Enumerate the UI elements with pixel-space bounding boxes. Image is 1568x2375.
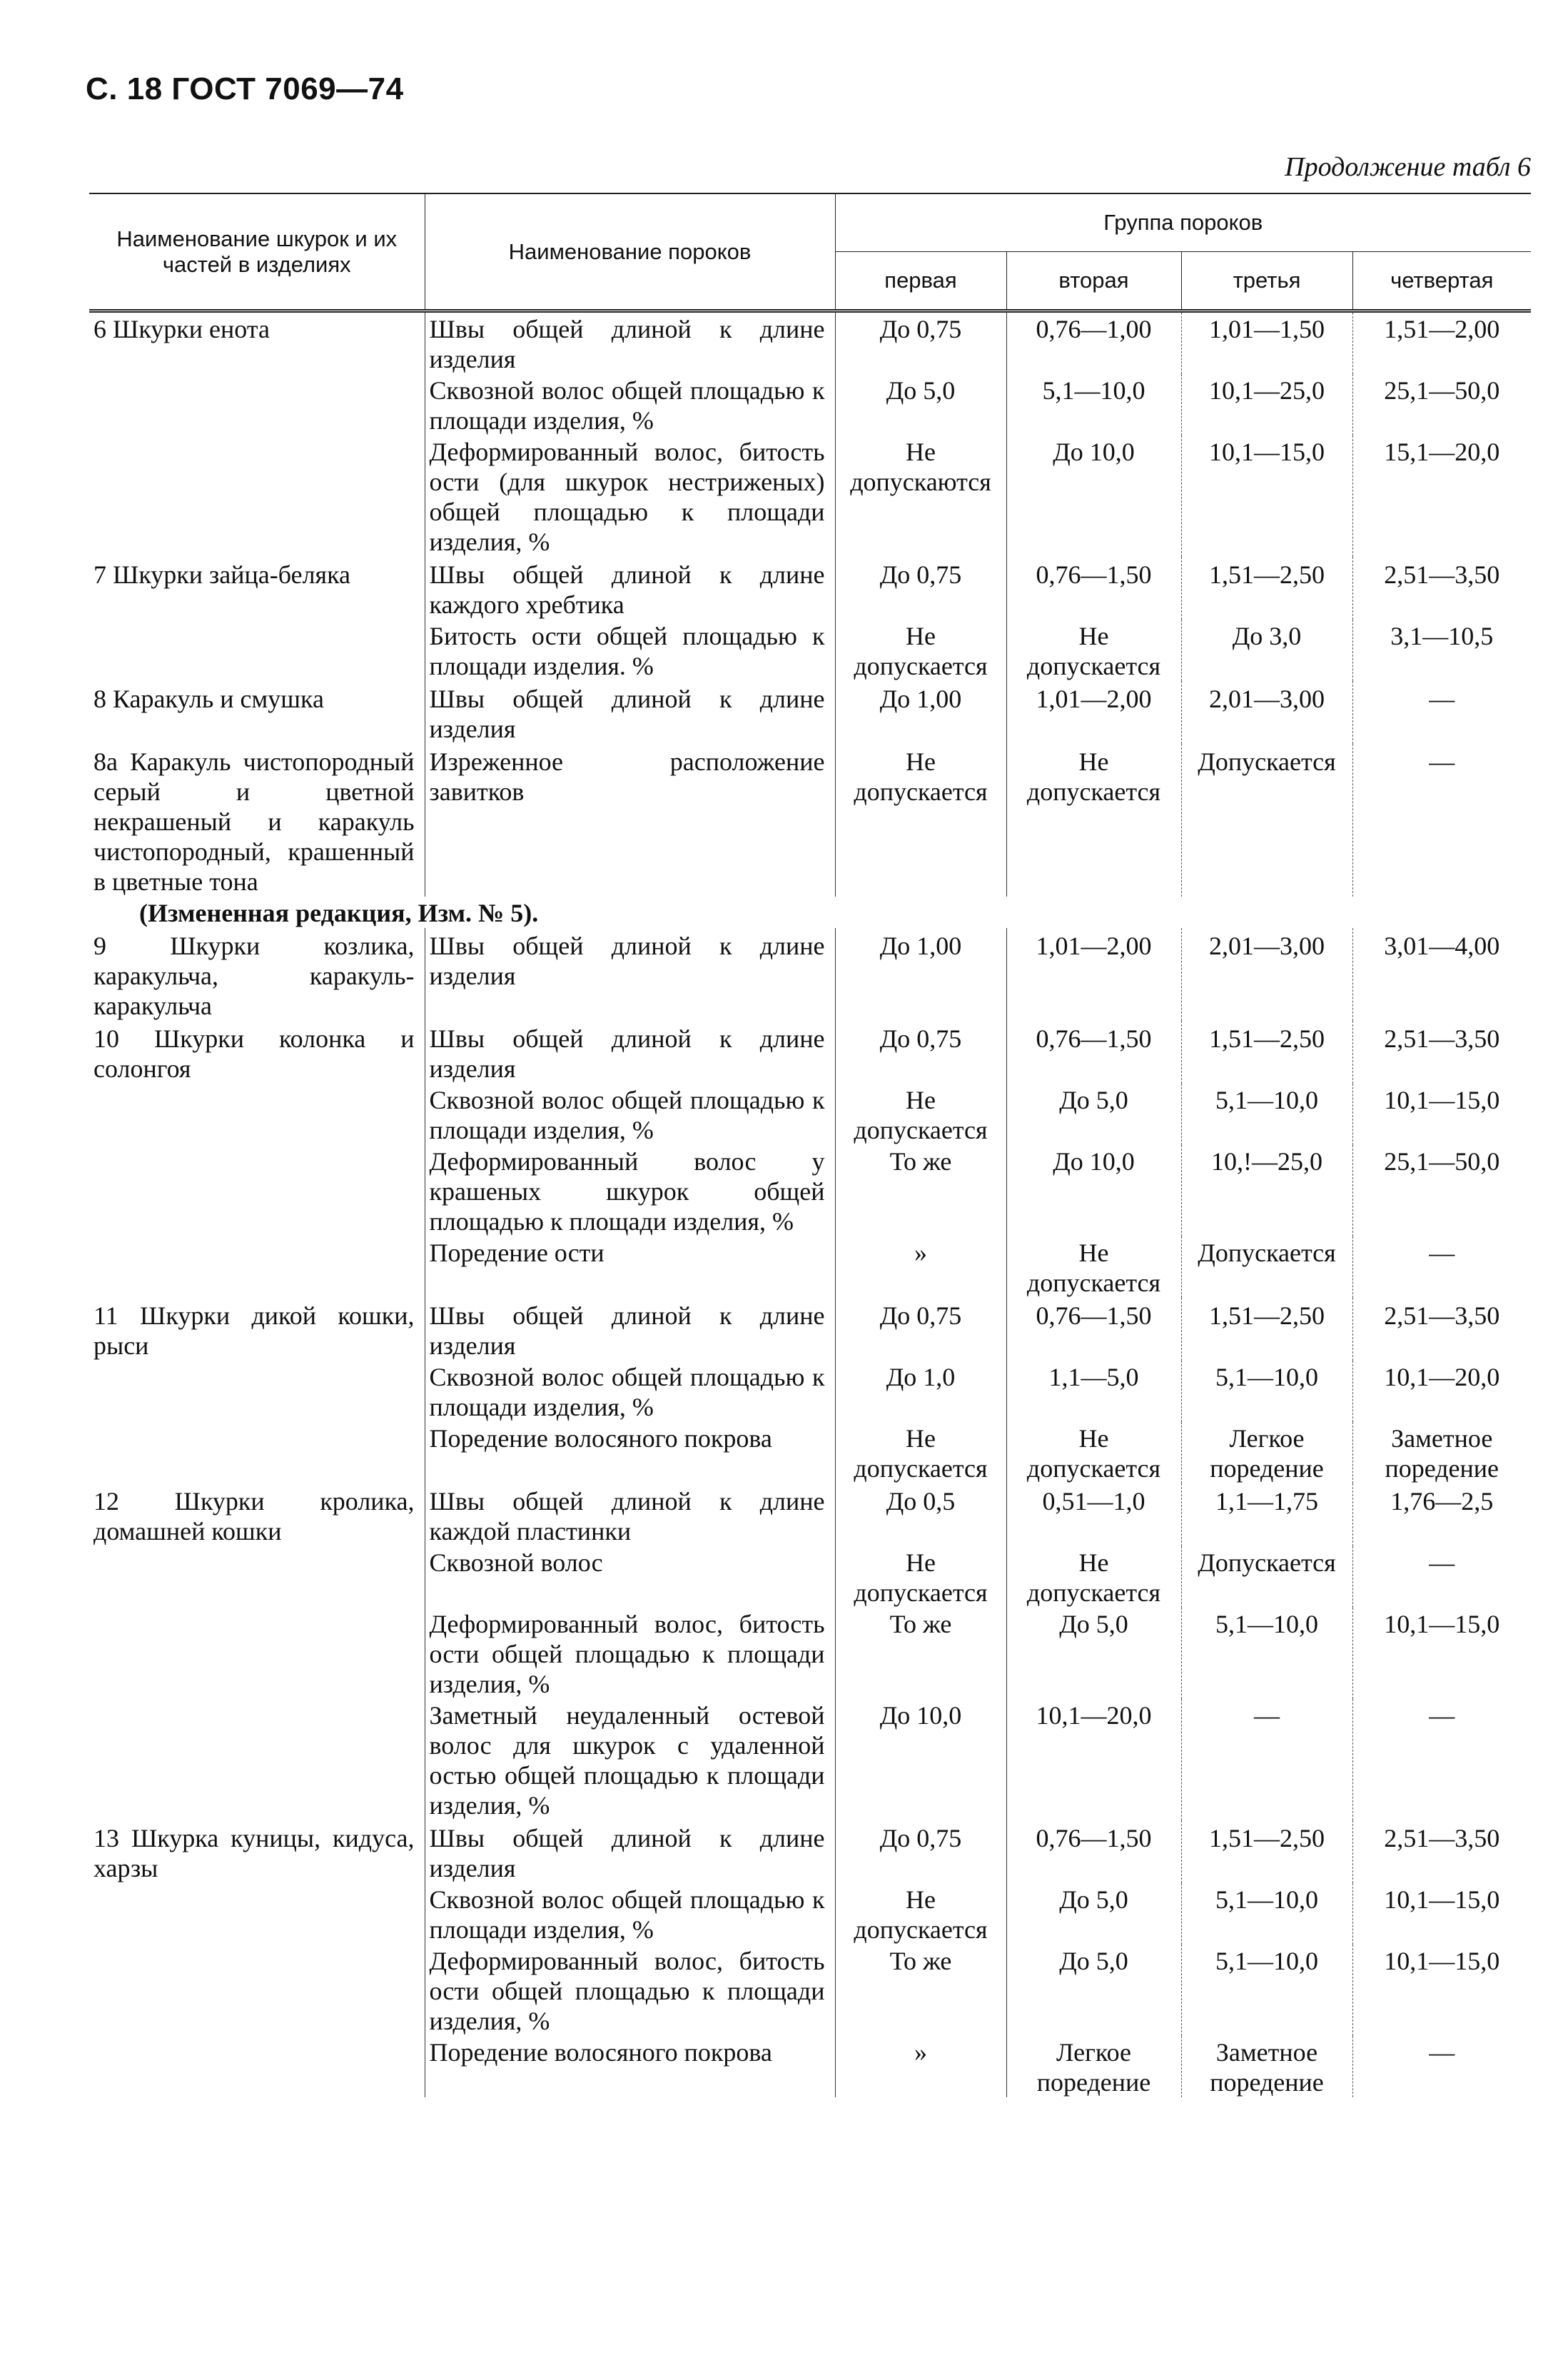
- defect-name-cell: Деформированный волос, битость ости общей площадью к площади изделия, %: [425, 1608, 835, 1699]
- group-third-cell: 1,51—2,50: [1181, 1021, 1352, 1084]
- item-name-cell: 13 Шкурка куницы, кидуса, харзы: [93, 1824, 415, 1882]
- table-row: [89, 1422, 1531, 1483]
- group-first-cell: До 0,75: [835, 1820, 1006, 1883]
- group-fourth-cell: 10,1—15,0: [1352, 1084, 1531, 1145]
- group-second-cell: Не допускается: [1006, 1546, 1181, 1608]
- table-row: [89, 311, 1531, 375]
- table-row: [89, 435, 1531, 557]
- group-second-cell: До 5,0: [1006, 1084, 1181, 1145]
- group-second-cell: До 5,0: [1006, 1945, 1181, 2036]
- group-second-cell: 10,1—20,0: [1006, 1699, 1181, 1820]
- table-row: [89, 1084, 1531, 1145]
- group-fourth-cell: —: [1352, 1236, 1531, 1298]
- table-body: [89, 311, 1531, 2098]
- group-third-cell: Заметное поредение: [1181, 2036, 1352, 2097]
- item-name-cell: 12 Шкурки кролика, домашней кошки: [93, 1487, 415, 1545]
- defect-name-cell: Швы общей длиной к длине каждого хребтика: [425, 557, 835, 620]
- header-defect-group: Группа пороков: [835, 193, 1531, 252]
- table-continuation-label: Продолжение табл 6: [1285, 152, 1531, 182]
- item-name-cell: 7 Шкурки зайца-беляка: [93, 560, 351, 589]
- group-third-cell: 5,1—10,0: [1181, 1608, 1352, 1699]
- defect-name-cell: Сквозной волос общей площадью к площади изделия, %: [425, 1084, 835, 1145]
- group-first-cell: »: [835, 1236, 1006, 1298]
- item-name-cell: [89, 1883, 425, 1945]
- group-third-cell: 1,1—1,75: [1181, 1483, 1352, 1546]
- table-row: [89, 1699, 1531, 1820]
- group-second-cell: 0,76—1,50: [1006, 557, 1181, 620]
- group-first-cell: До 0,75: [835, 557, 1006, 620]
- item-name-cell: [89, 1084, 425, 1145]
- item-name-cell: [89, 1608, 425, 1699]
- group-third-cell: 1,51—2,50: [1181, 557, 1352, 620]
- group-fourth-cell: 10,1—15,0: [1352, 1608, 1531, 1699]
- table-row: [89, 1945, 1531, 2036]
- item-name-cell: [89, 1546, 425, 1608]
- item-name-cell: 8 Каракуль и смушка: [93, 685, 324, 713]
- item-name-cell: [89, 1361, 425, 1422]
- table-row: [89, 1298, 1531, 1361]
- group-second-cell: Не допускается: [1006, 744, 1181, 897]
- table-row: [89, 1483, 1531, 1546]
- defect-name-cell: Заметный неудаленный остевой волос для шкурок с удаленной остью общей площадью к площади изделия, %: [425, 1699, 835, 1820]
- group-second-cell: Легкое поредение: [1006, 2036, 1181, 2097]
- group-fourth-cell: Заметное поредение: [1352, 1422, 1531, 1483]
- defect-name-cell: Сквозной волос общей площадью к площади изделия, %: [425, 1361, 835, 1422]
- group-third-cell: 5,1—10,0: [1181, 1361, 1352, 1422]
- group-third-cell: 10,!—25,0: [1181, 1145, 1352, 1236]
- group-first-cell: До 1,00: [835, 681, 1006, 744]
- group-third-cell: 1,51—2,50: [1181, 1820, 1352, 1883]
- group-fourth-cell: —: [1352, 1699, 1531, 1820]
- defect-name-cell: Деформированный волос, битость ости (для шкурок нестриженых) общей площадью к площади изделия, %: [425, 435, 835, 557]
- defects-table: [89, 193, 1531, 2097]
- group-fourth-cell: 10,1—15,0: [1352, 1945, 1531, 2036]
- group-first-cell: До 1,0: [835, 1361, 1006, 1422]
- item-name-cell: 10 Шкурки колонка и солонгоя: [93, 1024, 415, 1083]
- group-second-cell: Не допускается: [1006, 1236, 1181, 1298]
- table-row: [89, 620, 1531, 681]
- item-name-cell: [89, 1422, 425, 1483]
- group-fourth-cell: 15,1—20,0: [1352, 435, 1531, 557]
- defect-name-cell: Швы общей длиной к длине изделия: [425, 681, 835, 744]
- table-row: [89, 557, 1531, 620]
- group-first-cell: До 0,75: [835, 311, 1006, 375]
- defect-name-cell: Сквозной волос общей площадью к площади изделия, %: [425, 374, 835, 435]
- defect-name-cell: Сквозной волос: [425, 1546, 835, 1608]
- group-third-cell: 2,01—3,00: [1181, 681, 1352, 744]
- group-second-cell: 0,76—1,00: [1006, 311, 1181, 375]
- group-second-cell: 5,1—10,0: [1006, 374, 1181, 435]
- group-fourth-cell: 2,51—3,50: [1352, 1298, 1531, 1361]
- group-second-cell: Не допускается: [1006, 620, 1181, 681]
- group-third-cell: 1,51—2,50: [1181, 1298, 1352, 1361]
- item-name-cell: [89, 435, 425, 557]
- defect-name-cell: Поредение волосяного покрова: [425, 2036, 835, 2097]
- defect-name-cell: Сквозной волос общей площадью к площади изделия, %: [425, 1883, 835, 1945]
- group-second-cell: 0,76—1,50: [1006, 1820, 1181, 1883]
- defect-name-cell: Деформированный волос у крашеных шкурок общей площадью к площади изделия, %: [425, 1145, 835, 1236]
- group-third-cell: 2,01—3,00: [1181, 928, 1352, 1021]
- header-defect-name: Наименование пороков: [425, 193, 835, 311]
- group-first-cell: Не допускается: [835, 1084, 1006, 1145]
- table-row: [89, 1546, 1531, 1608]
- item-name-cell: [89, 1236, 425, 1298]
- group-second-cell: 1,01—2,00: [1006, 681, 1181, 744]
- group-fourth-cell: —: [1352, 681, 1531, 744]
- table-row: [89, 1145, 1531, 1236]
- group-first-cell: До 5,0: [835, 374, 1006, 435]
- group-fourth-cell: 1,76—2,5: [1352, 1483, 1531, 1546]
- group-second-cell: 0,51—1,0: [1006, 1483, 1181, 1546]
- item-name-cell: 11 Шкурки дикой кошки, рыси: [93, 1301, 415, 1360]
- group-fourth-cell: 2,51—3,50: [1352, 1820, 1531, 1883]
- group-first-cell: »: [835, 2036, 1006, 2097]
- table-row: [89, 1820, 1531, 1883]
- table-row: [89, 1236, 1531, 1298]
- group-second-cell: 0,76—1,50: [1006, 1298, 1181, 1361]
- header-group-fourth: четвертая: [1352, 252, 1531, 311]
- group-second-cell: До 5,0: [1006, 1883, 1181, 1945]
- page-title: С. 18 ГОСТ 7069—74: [86, 71, 404, 106]
- group-third-cell: До 3,0: [1181, 620, 1352, 681]
- defect-name-cell: Изреженное расположение завитков: [425, 744, 835, 897]
- item-name-cell: 6 Шкурки енота: [93, 315, 270, 343]
- group-fourth-cell: 10,1—20,0: [1352, 1361, 1531, 1422]
- group-fourth-cell: 2,51—3,50: [1352, 557, 1531, 620]
- group-fourth-cell: 1,51—2,00: [1352, 311, 1531, 375]
- table-row: [89, 928, 1531, 1021]
- table-row: [89, 681, 1531, 744]
- group-first-cell: То же: [835, 1945, 1006, 2036]
- group-second-cell: 0,76—1,50: [1006, 1021, 1181, 1084]
- group-third-cell: 1,01—1,50: [1181, 311, 1352, 375]
- defect-name-cell: Поредение ости: [425, 1236, 835, 1298]
- defect-name-cell: Швы общей длиной к длине изделия: [425, 311, 835, 375]
- group-second-cell: 1,1—5,0: [1006, 1361, 1181, 1422]
- group-first-cell: До 10,0: [835, 1699, 1006, 1820]
- group-first-cell: Не допускается: [835, 1422, 1006, 1483]
- amendment-note: (Измененная редакция, Изм. № 5).: [139, 899, 539, 927]
- item-name-cell: [89, 620, 425, 681]
- group-first-cell: Не допускаются: [835, 435, 1006, 557]
- group-first-cell: Не допускается: [835, 744, 1006, 897]
- item-name-cell: [89, 374, 425, 435]
- header-group-third: третья: [1181, 252, 1352, 311]
- group-second-cell: До 5,0: [1006, 1608, 1181, 1699]
- group-third-cell: 10,1—25,0: [1181, 374, 1352, 435]
- group-third-cell: 5,1—10,0: [1181, 1945, 1352, 2036]
- table-row: [89, 1608, 1531, 1699]
- table-row: [89, 1883, 1531, 1945]
- group-first-cell: Не допускается: [835, 1546, 1006, 1608]
- defect-name-cell: Поредение волосяного покрова: [425, 1422, 835, 1483]
- item-name-cell: [89, 1145, 425, 1236]
- group-first-cell: Не допускается: [835, 620, 1006, 681]
- item-name-cell: [89, 1699, 425, 1820]
- group-fourth-cell: 10,1—15,0: [1352, 1883, 1531, 1945]
- group-first-cell: То же: [835, 1145, 1006, 1236]
- group-third-cell: 5,1—10,0: [1181, 1883, 1352, 1945]
- table-row: [89, 1361, 1531, 1422]
- group-first-cell: До 0,75: [835, 1021, 1006, 1084]
- item-name-cell: [89, 2036, 425, 2097]
- group-first-cell: Не допускается: [835, 1883, 1006, 1945]
- group-first-cell: До 1,00: [835, 928, 1006, 1021]
- group-second-cell: До 10,0: [1006, 1145, 1181, 1236]
- item-name-cell: [89, 1945, 425, 2036]
- group-fourth-cell: 3,1—10,5: [1352, 620, 1531, 681]
- group-fourth-cell: 3,01—4,00: [1352, 928, 1531, 1021]
- group-fourth-cell: —: [1352, 1546, 1531, 1608]
- group-third-cell: Легкое поредение: [1181, 1422, 1352, 1483]
- group-third-cell: Допускается: [1181, 744, 1352, 897]
- defect-name-cell: Битость ости общей площадью к площади изделия. %: [425, 620, 835, 681]
- defect-name-cell: Швы общей длиной к длине изделия: [425, 1820, 835, 1883]
- group-first-cell: До 0,5: [835, 1483, 1006, 1546]
- defect-name-cell: Швы общей длиной к длине изделия: [425, 1021, 835, 1084]
- group-third-cell: —: [1181, 1699, 1352, 1820]
- defect-name-cell: Швы общей длиной к длине изделия: [425, 1298, 835, 1361]
- table-row: [89, 1021, 1531, 1084]
- group-third-cell: Допускается: [1181, 1236, 1352, 1298]
- table-row: [89, 744, 1531, 897]
- group-third-cell: 10,1—15,0: [1181, 435, 1352, 557]
- group-second-cell: Не допускается: [1006, 1422, 1181, 1483]
- defect-name-cell: Швы общей длиной к длине каждой пластинки: [425, 1483, 835, 1546]
- group-first-cell: То же: [835, 1608, 1006, 1699]
- item-name-cell: 9 Шкурки козлика, каракульча, каракуль-каракульча: [93, 932, 415, 1020]
- group-first-cell: До 0,75: [835, 1298, 1006, 1361]
- header-item-name: Наименование шкурок и их частей в изделиях: [89, 193, 425, 311]
- defect-name-cell: Деформированный волос, битость ости общей площадью к площади изделия, %: [425, 1945, 835, 2036]
- defect-name-cell: Швы общей длиной к длине изделия: [425, 928, 835, 1021]
- table-row: [89, 374, 1531, 435]
- group-second-cell: До 10,0: [1006, 435, 1181, 557]
- group-fourth-cell: 25,1—50,0: [1352, 374, 1531, 435]
- group-second-cell: 1,01—2,00: [1006, 928, 1181, 1021]
- group-fourth-cell: —: [1352, 744, 1531, 897]
- table-row: [89, 2036, 1531, 2097]
- header-group-second: вторая: [1006, 252, 1181, 311]
- group-third-cell: Допускается: [1181, 1546, 1352, 1608]
- item-name-cell: 8а Каракуль чистопородный серый и цветной некрашеный и каракуль чистопородный, крашенный в цветные тона: [93, 747, 415, 896]
- group-fourth-cell: 2,51—3,50: [1352, 1021, 1531, 1084]
- group-fourth-cell: —: [1352, 2036, 1531, 2097]
- header-group-first: первая: [835, 252, 1006, 311]
- group-fourth-cell: 25,1—50,0: [1352, 1145, 1531, 1236]
- group-third-cell: 5,1—10,0: [1181, 1084, 1352, 1145]
- amendment-row: [89, 897, 1531, 928]
